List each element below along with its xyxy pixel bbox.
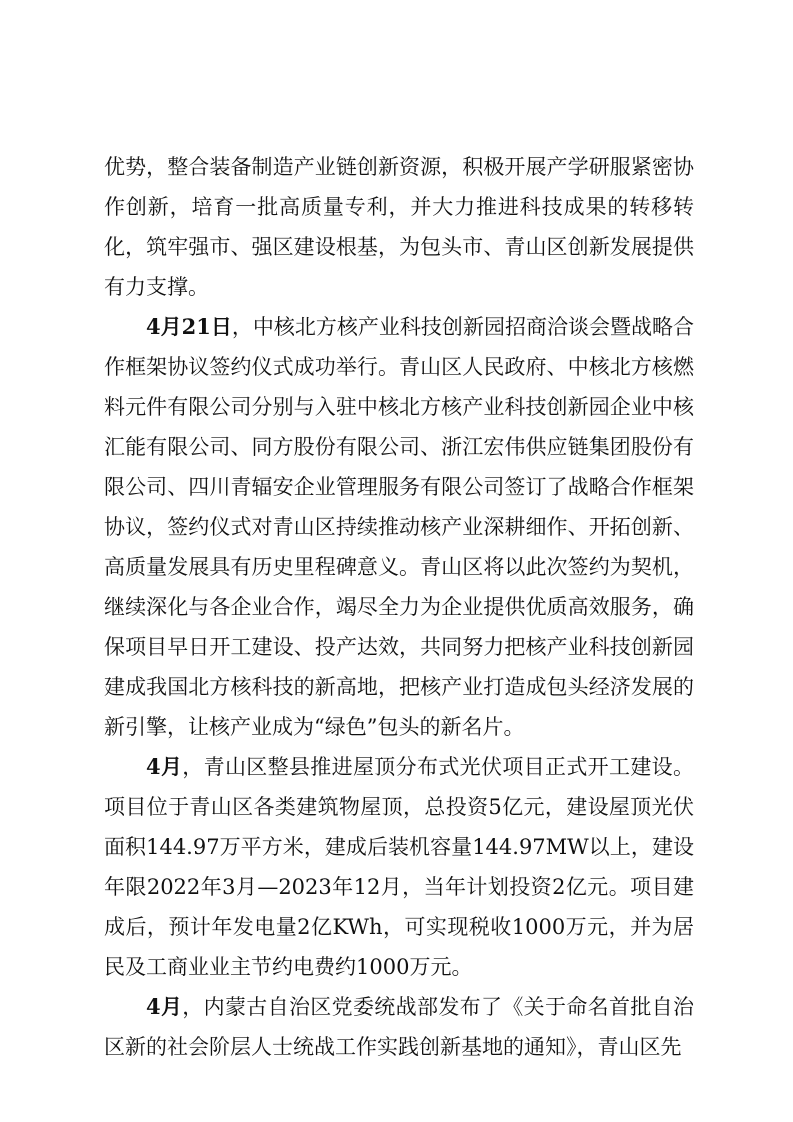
paragraph-date: 4月21日 xyxy=(146,314,232,339)
paragraph-text: 优势，整合装备制造产业链创新资源，积极开展产学研服紧密协作创新，培育一批高质量专利，并大力推进科技成果的转移转化，筑牢强市、强区建设根基，为包头市、青山区创新发展提供有力支撑。 xyxy=(104,155,694,299)
paragraph-date: 4月 xyxy=(146,994,183,1019)
paragraph-april-solar xyxy=(104,747,694,987)
document-body xyxy=(104,147,694,1067)
paragraph-april-21 xyxy=(104,307,694,747)
paragraph-continuation xyxy=(104,147,694,307)
paragraph-text: ，青山区整县推进屋顶分布式光伏项目正式开工建设。项目位于青山区各类建筑物屋顶，总投资5亿元，建设屋顶光伏面积144.97万平方米，建成后装机容量144.97MW以上，建设年限2022年3月—2023年12月，当年计划投资2亿元。项目建成后，预计年发电量2亿KWh，可实现税收1000万元，并为居民及工商业业主节约电费约1000万元。 xyxy=(104,755,694,979)
paragraph-text: ，内蒙古自治区党委统战部发布了《关于命名首批自治区新的社会阶层人士统战工作实践创新基地的通知》，青山区先 xyxy=(104,995,694,1059)
paragraph-april-united-front xyxy=(104,987,694,1067)
paragraph-date: 4月 xyxy=(146,754,183,779)
paragraph-text: ，中核北方核产业科技创新园招商洽谈会暨战略合作框架协议签约仪式成功举行。青山区人民政府、中核北方核燃料元件有限公司分别与入驻中核北方核产业科技创新园企业中核汇能有限公司、同方股份有限公司、浙江宏伟供应链集团股份有限公司、四川青辐安企业管理服务有限公司签订了战略合作框架协议，签约仪式对青山区持续推动核产业深耕细作、开拓创新、高质量发展具有历史里程碑意义。青山区将以此次签约为契机，继续深化与各企业合作，竭尽全力为企业提供优质高效服务，确保项目早日开工建设、投产达效，共同努力把核产业科技创新园建成我国北方核科技的新高地，把核产业打造成包头经济发展的新引擎，让核产业成为“绿色”包头的新名片。 xyxy=(104,315,695,739)
